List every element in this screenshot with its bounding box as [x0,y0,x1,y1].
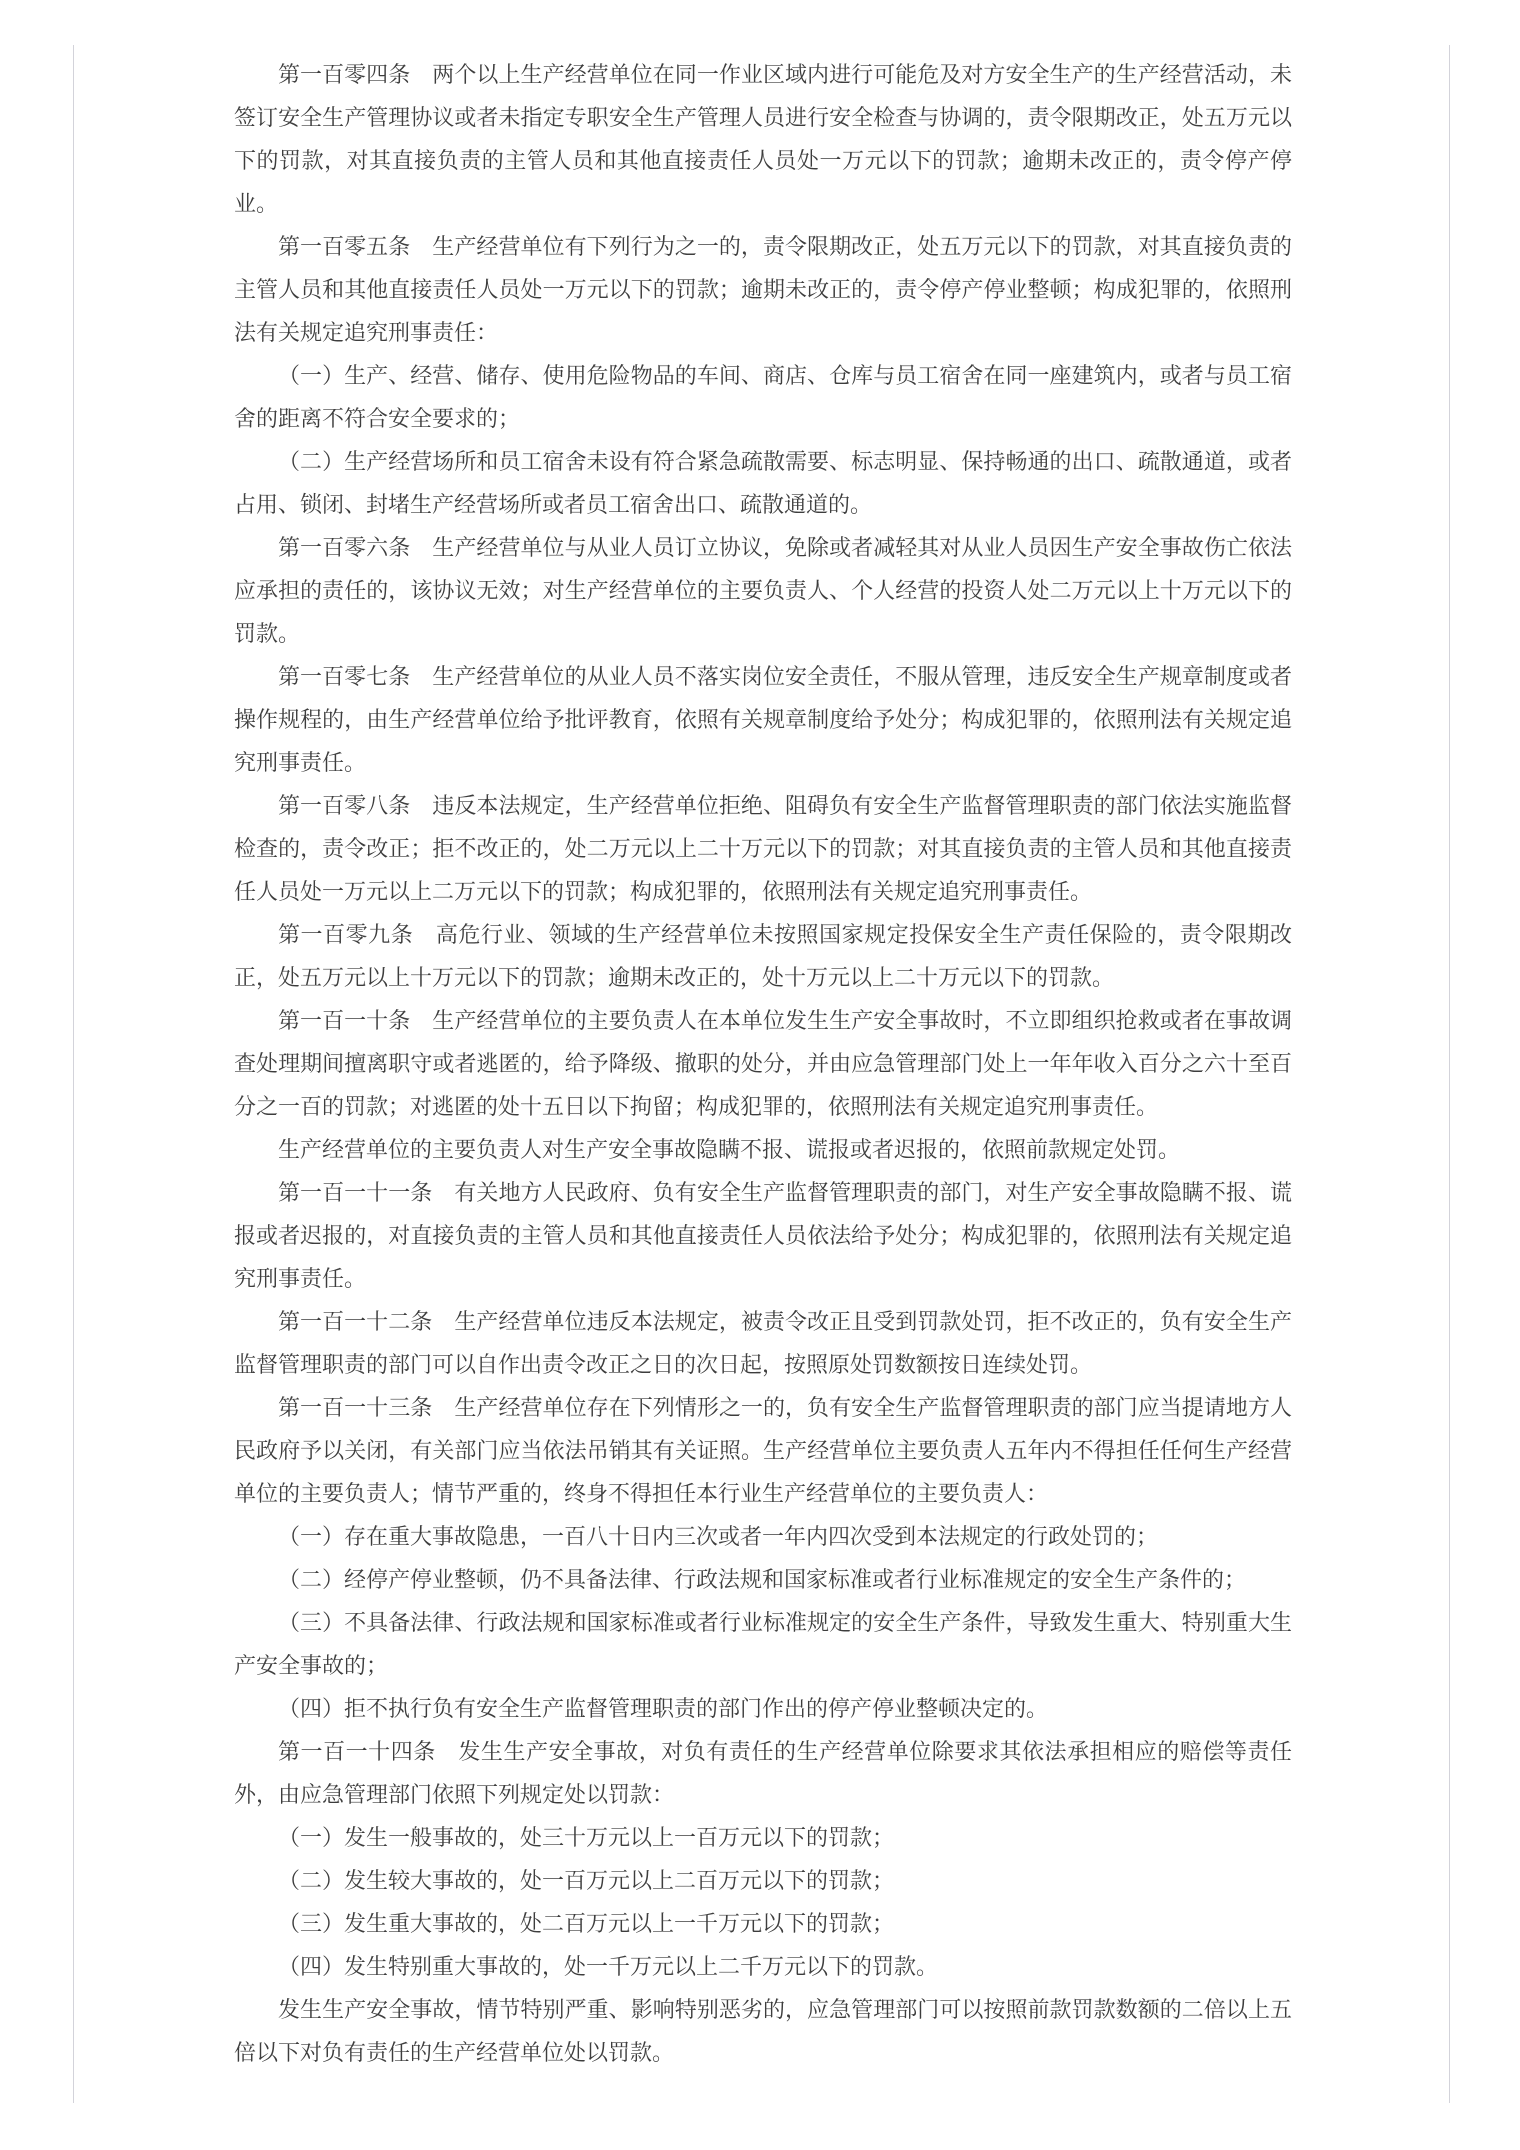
law-paragraph: 第一百零九条 高危行业、领域的生产经营单位未按照国家规定投保安全生产责任保险的，责令限期改正，处五万元以上十万元以下的罚款；逾期未改正的，处十万元以上二十万元以下的罚款。 [234,923,1292,991]
law-paragraph: 第一百零七条 生产经营单位的从业人员不落实岗位安全责任，不服从管理，违反安全生产规章制度或者操作规程的，由生产经营单位给予批评教育，依照有关规章制度给予处分；构成犯罪的，依照刑法有关规定追究刑事责任。 [234,665,1292,776]
law-paragraph: 第一百一十条 生产经营单位的主要负责人在本单位发生生产安全事故时，不立即组织抢救或者在事故调查处理期间擅离职守或者逃匿的，给予降级、撤职的处分，并由应急管理部门处上一年年收入百分之六十至百分之一百的罚款；对逃匿的处十五日以下拘留；构成犯罪的，依照刑法有关规定追究刑事责任。 [234,1009,1292,1120]
law-paragraph: 发生生产安全事故，情节特别严重、影响特别恶劣的，应急管理部门可以按照前款罚款数额的二倍以上五倍以下对负有责任的生产经营单位处以罚款。 [234,1998,1292,2066]
law-paragraph: （四）发生特别重大事故的，处一千万元以上二千万元以下的罚款。 [278,1955,939,1980]
law-paragraph: 第一百零五条 生产经营单位有下列行为之一的，责令限期改正，处五万元以下的罚款，对其直接负责的主管人员和其他直接责任人员处一万元以下的罚款；逾期未改正的，责令停产停业整顿；构成犯罪的，依照刑法有关规定追究刑事责任： [234,235,1292,346]
law-paragraph: （三）发生重大事故的，处二百万元以上一千万元以下的罚款； [278,1912,895,1937]
law-paragraph: 第一百一十三条 生产经营单位存在下列情形之一的，负有安全生产监督管理职责的部门应当提请地方人民政府予以关闭，有关部门应当依法吊销其有关证照。生产经营单位主要负责人五年内不得担任任何生产经营单位的主要负责人；情节严重的，终身不得担任本行业生产经营单位的主要负责人： [234,1396,1292,1507]
law-paragraph: 生产经营单位的主要负责人对生产安全事故隐瞒不报、谎报或者迟报的，依照前款规定处罚。 [278,1138,1181,1163]
law-paragraph: 第一百一十一条 有关地方人民政府、负有安全生产监督管理职责的部门，对生产安全事故隐瞒不报、谎报或者迟报的，对直接负责的主管人员和其他直接责任人员依法给予处分；构成犯罪的，依照刑法有关规定追究刑事责任。 [234,1181,1292,1292]
law-paragraph: （一）发生一般事故的，处三十万元以上一百万元以下的罚款； [278,1826,895,1851]
law-paragraph: （一）生产、经营、储存、使用危险物品的车间、商店、仓库与员工宿舍在同一座建筑内，或者与员工宿舍的距离不符合安全要求的； [234,364,1292,432]
law-paragraph: 第一百零六条 生产经营单位与从业人员订立协议，免除或者减轻其对从业人员因生产安全事故伤亡依法应承担的责任的，该协议无效；对生产经营单位的主要负责人、个人经营的投资人处二万元以上十万元以下的罚款。 [234,536,1292,647]
law-paragraph: 第一百零八条 违反本法规定，生产经营单位拒绝、阻碍负有安全生产监督管理职责的部门依法实施监督检查的，责令改正；拒不改正的，处二万元以上二十万元以下的罚款；对其直接负责的主管人员和其他直接责任人员处一万元以上二万元以下的罚款；构成犯罪的，依照刑法有关规定追究刑事责任。 [234,794,1292,905]
law-paragraph: 第一百一十四条 发生生产安全事故，对负有责任的生产经营单位除要求其依法承担相应的赔偿等责任外，由应急管理部门依照下列规定处以罚款： [234,1740,1292,1808]
law-paragraph: （二）经停产停业整顿，仍不具备法律、行政法规和国家标准或者行业标准规定的安全生产条件的； [278,1568,1247,1593]
law-paragraph: （二）发生较大事故的，处一百万元以上二百万元以下的罚款； [278,1869,895,1894]
document-page [234,54,1292,2075]
page-edge-right [1449,45,1450,2103]
law-paragraph: 第一百一十二条 生产经营单位违反本法规定，被责令改正且受到罚款处罚，拒不改正的，负有安全生产监督管理职责的部门可以自作出责令改正之日的次日起，按照原处罚数额按日连续处罚。 [234,1310,1292,1378]
law-paragraph: （二）生产经营场所和员工宿舍未设有符合紧急疏散需要、标志明显、保持畅通的出口、疏散通道，或者占用、锁闭、封堵生产经营场所或者员工宿舍出口、疏散通道的。 [234,450,1292,518]
law-paragraph: （四）拒不执行负有安全生产监督管理职责的部门作出的停产停业整顿决定的。 [278,1697,1049,1722]
page-edge-left [73,45,74,2103]
law-paragraph: 第一百零四条 两个以上生产经营单位在同一作业区域内进行可能危及对方安全生产的生产经营活动，未签订安全生产管理协议或者未指定专职安全生产管理人员进行安全检查与协调的，责令限期改正，处五万元以下的罚款，对其直接负责的主管人员和其他直接责任人员处一万元以下的罚款；逾期未改正的，责令停产停业。 [234,63,1292,217]
law-paragraph: （一）存在重大事故隐患，一百八十日内三次或者一年内四次受到本法规定的行政处罚的； [278,1525,1159,1550]
law-paragraph: （三）不具备法律、行政法规和国家标准或者行业标准规定的安全生产条件，导致发生重大、特别重大生产安全事故的； [234,1611,1292,1679]
